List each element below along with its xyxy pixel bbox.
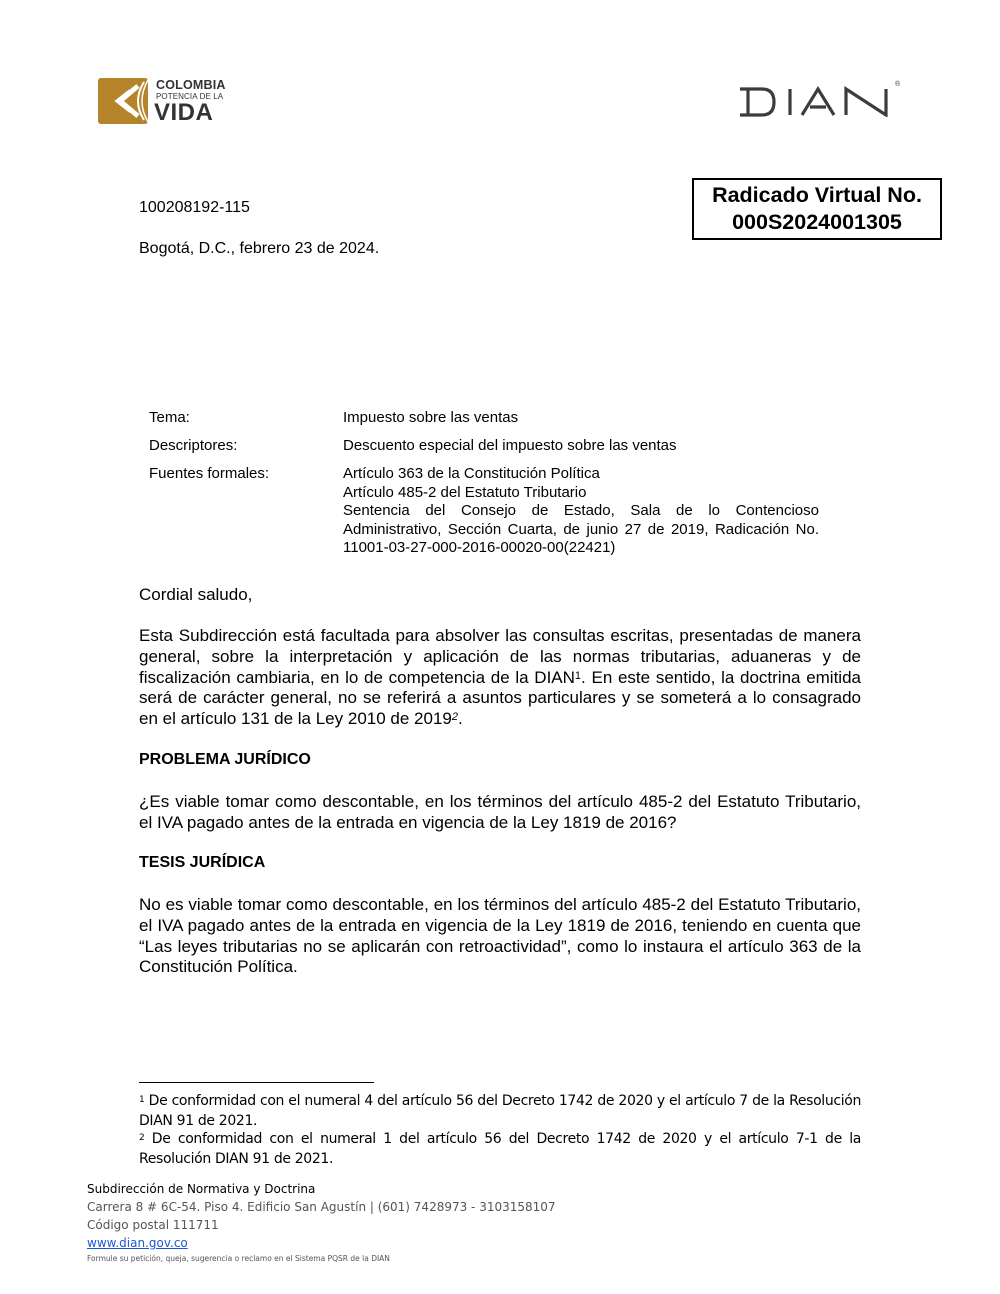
descriptores-value: Descuento especial del impuesto sobre las ventas <box>343 437 677 454</box>
intro-paragraph <box>139 626 861 730</box>
footnote-divider <box>139 1082 374 1083</box>
tesis-heading: TESIS JURÍDICA <box>139 854 266 871</box>
salutation: Cordial saludo, <box>139 585 253 604</box>
footnote-number: 2 <box>139 1133 145 1143</box>
radicado-box <box>692 178 942 240</box>
fuente-item: Sentencia del Consejo de Estado, Sala de lo Contencioso Administrativo, Sección Cuarta, de junio 27 de 2019, Radicación No. 11001-03-27-000-2016-00020-00(22421) <box>343 502 819 557</box>
fuente-item: Artículo 485-2 del Estatuto Tributario <box>343 483 587 501</box>
logo-line-2: POTENCIA DE LA <box>156 92 224 101</box>
footnote-text: De conformidad con el numeral 1 del artículo 56 del Decreto 1742 de 2020 y el artículo 7-1 de la Resolución DIAN 91 de 2021. <box>139 1131 861 1167</box>
footnote-2 <box>139 1130 861 1169</box>
radicado-label: Radicado Virtual No. <box>712 183 922 207</box>
registered-mark: ® <box>895 81 901 88</box>
colombia-potencia-de-la-vida-logo <box>98 76 233 126</box>
problema-heading: PROBLEMA JURÍDICO <box>139 751 311 768</box>
intro-text-2: . En este sentido, la doctrina emitida será de carácter general, no se referirá a asuntos particulares y se someterá a lo consagrado en el artículo 131 de la Ley 2010 de 2019 <box>139 667 861 729</box>
tema-label: Tema: <box>149 409 190 426</box>
logo-line-3: VIDA <box>154 99 214 126</box>
footer-office: Subdirección de Normativa y Doctrina <box>87 1182 316 1196</box>
dian-logo <box>738 83 903 119</box>
fuentes-list <box>343 465 819 558</box>
reference-number: 100208192-115 <box>139 199 250 216</box>
footnote-text: De conformidad con el numeral 4 del artículo 56 del Decreto 1742 de 2020 y el artículo 7 de la Resolución DIAN 91 de 2021. <box>139 1093 861 1129</box>
intro-text-3: . <box>457 709 463 729</box>
footer-address: Carrera 8 # 6C-54. Piso 4. Edificio San Agustín | (601) 7428973 - 3103158107 <box>87 1200 556 1214</box>
footnote-ref-2: 2 <box>451 711 458 724</box>
footer-postal-code: Código postal 111711 <box>87 1218 219 1232</box>
descriptores-label: Descriptores: <box>149 437 238 454</box>
tema-value: Impuesto sobre las ventas <box>343 409 519 426</box>
problema-text: ¿Es viable tomar como descontable, en los términos del artículo 485-2 del Estatuto Tributario, el IVA pagado antes de la entrada en vigencia de la Ley 1819 de 2016? <box>139 792 861 832</box>
footnote-number: 1 <box>139 1095 145 1105</box>
colombia-emblem-icon <box>98 76 152 126</box>
logo-line-1: COLOMBIA <box>156 78 226 92</box>
tesis-text: No es viable tomar como descontable, en los términos del artículo 485-2 del Estatuto Tributario, el IVA pagado antes de la entrada en vigencia de la Ley 1819 de 2016, teniendo en cuenta que “Las leyes tributarias no se aplicarán con retroactividad”, como lo instaura el artículo 363 de la Constitución Política. <box>139 895 861 977</box>
radicado-number: 000S2024001305 <box>732 210 902 234</box>
fuente-item: Artículo 363 de la Constitución Política <box>343 465 600 482</box>
date-line: Bogotá, D.C., febrero 23 de 2024. <box>139 240 380 257</box>
footnote-ref-1: 1 <box>574 669 582 682</box>
intro-text-1: Esta Subdirección está facultada para absolver las consultas escritas, presentadas de manera general, sobre la interpretación y aplicación de las normas tributarias, aduaneras y de fiscalización cambiaria, en lo de competencia de la DIAN <box>139 626 861 687</box>
footnote-1 <box>139 1092 861 1131</box>
fuentes-label: Fuentes formales: <box>149 465 270 482</box>
footer-pqsr-note: Formule su petición, queja, sugerencia o reclamo en el Sistema PQSR de la DIAN <box>87 1254 390 1263</box>
dian-wordmark-icon <box>738 81 901 117</box>
footer-website-link[interactable]: www.dian.gov.co <box>87 1236 188 1250</box>
